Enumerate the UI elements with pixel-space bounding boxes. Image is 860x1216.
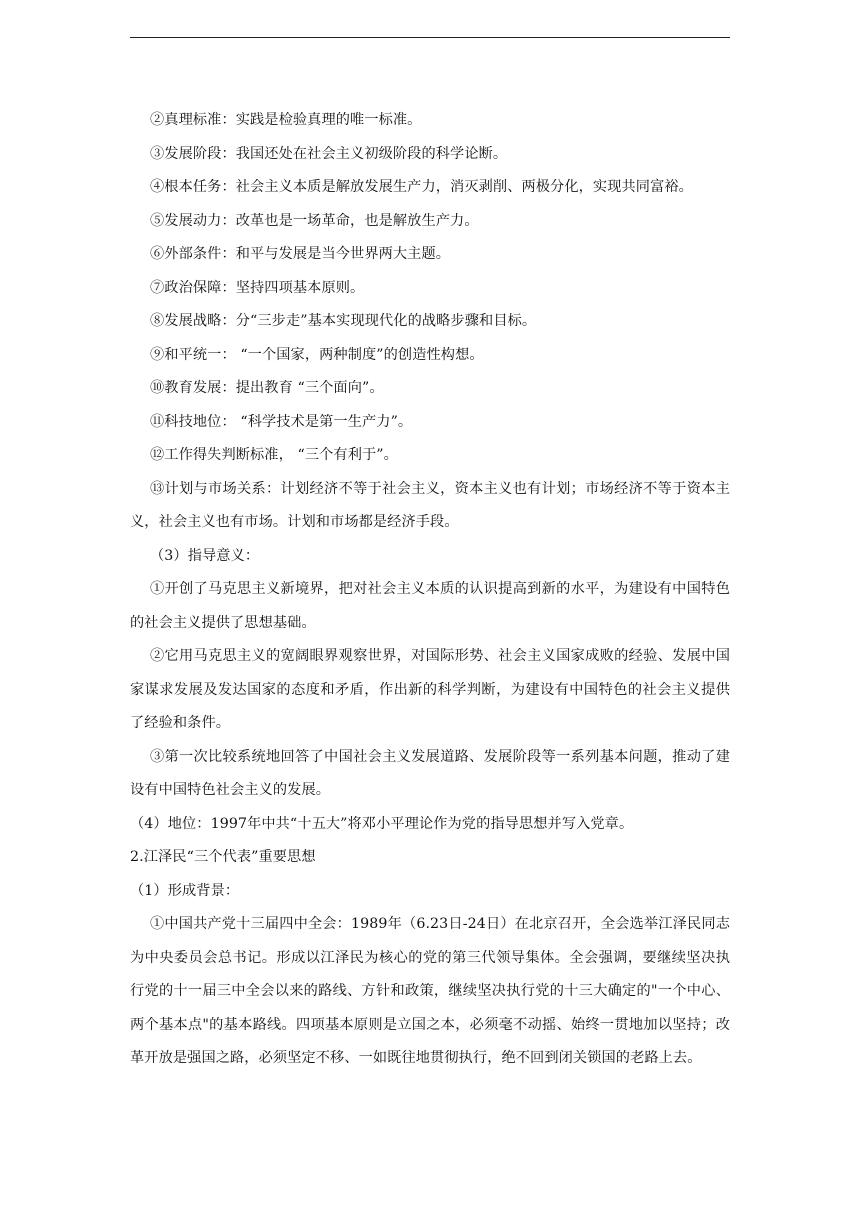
paragraph-peaceful-reunification: ⑨和平统一： “一个国家，两种制度”的创造性构想。 bbox=[150, 346, 484, 363]
heading-guiding-significance: （3）指导意义： bbox=[150, 547, 260, 564]
paragraph-significance-1: ①开创了马克思主义新境界，把对社会主义本质的认识提高到新的水平，为建设有中国特色的社会主义提供了思想基础。 bbox=[130, 581, 730, 631]
paragraph-political-guarantee: ⑦政治保障：坚持四项基本原则。 bbox=[150, 279, 365, 296]
paragraph-external-conditions: ⑥外部条件：和平与发展是当今世界两大主题。 bbox=[150, 246, 451, 262]
header-rule bbox=[130, 37, 730, 38]
paragraph-science-status: ⑪科技地位： “科学技术是第一生产力”。 bbox=[150, 413, 413, 430]
paragraph-status: （4）地位：1997年中共“十五大”将邓小平理论作为党的指导思想并写入党章。 bbox=[130, 815, 634, 832]
paragraph-education-development: ⑩教育发展：提出教育 “三个面向”。 bbox=[150, 380, 384, 396]
paragraph-plan-market: ⑬计划与市场关系：计划经济不等于社会主义，资本主义也有计划；市场经济不等于资本主义，社会主义也有市场。计划和市场都是经济手段。 bbox=[130, 480, 730, 530]
paragraph-fundamental-task: ④根本任务：社会主义本质是解放发展生产力，消灭剥削、两极分化，实现共同富裕。 bbox=[150, 179, 693, 195]
paragraph-development-stage: ③发展阶段：我国还处在社会主义初级阶段的科学论断。 bbox=[150, 145, 508, 162]
paragraph-significance-3: ③第一次比较系统地回答了中国社会主义发展道路、发展阶段等一系列基本问题，推动了建设有中国特色社会主义的发展。 bbox=[130, 748, 730, 798]
paragraph-truth-standard: ②真理标准：实践是检验真理的唯一标准。 bbox=[150, 112, 422, 128]
paragraph-fourth-plenary: ①中国共产党十三届四中全会：1989年（6.23日-24日）在北京召开，全会选举江泽民同志为中央委员会总书记。形成以江泽民为核心的党的第三代领导集体。全会强调，要继续坚决执行党的十一届三中全会以来的路线、方针和政策，继续坚决执行党的十三大确定的"一个中心、两个基本点"的基本路线。四项基本原则是立国之本，必须毫不动摇、始终一贯地加以坚持；改革开放是强国之路，必须坚定不移、一如既往地贯彻执行，绝不回到闭关锁国的老路上去。 bbox=[130, 916, 730, 1066]
paragraph-development-driver: ⑤发展动力：改革也是一场革命，也是解放生产力。 bbox=[150, 212, 479, 229]
document-body bbox=[130, 104, 730, 1076]
heading-formation-background: （1）形成背景： bbox=[130, 882, 240, 899]
paragraph-judgment-standard: ⑫工作得失判断标准， “三个有利于”。 bbox=[150, 447, 398, 463]
paragraph-significance-2: ②它用马克思主义的宽阔眼界观察世界，对国际形势、社会主义国家成败的经验、发展中国家谋求发展及发达国家的态度和矛盾，作出新的科学判断，为建设有中国特色的社会主义提供了经验和条件。 bbox=[130, 648, 730, 731]
paragraph-development-strategy: ⑧发展战略：分“三步走”基本实现现代化的战略步骤和目标。 bbox=[150, 313, 537, 329]
section-heading-three-represents: 2.江泽民“三个代表”重要思想 bbox=[130, 849, 316, 865]
